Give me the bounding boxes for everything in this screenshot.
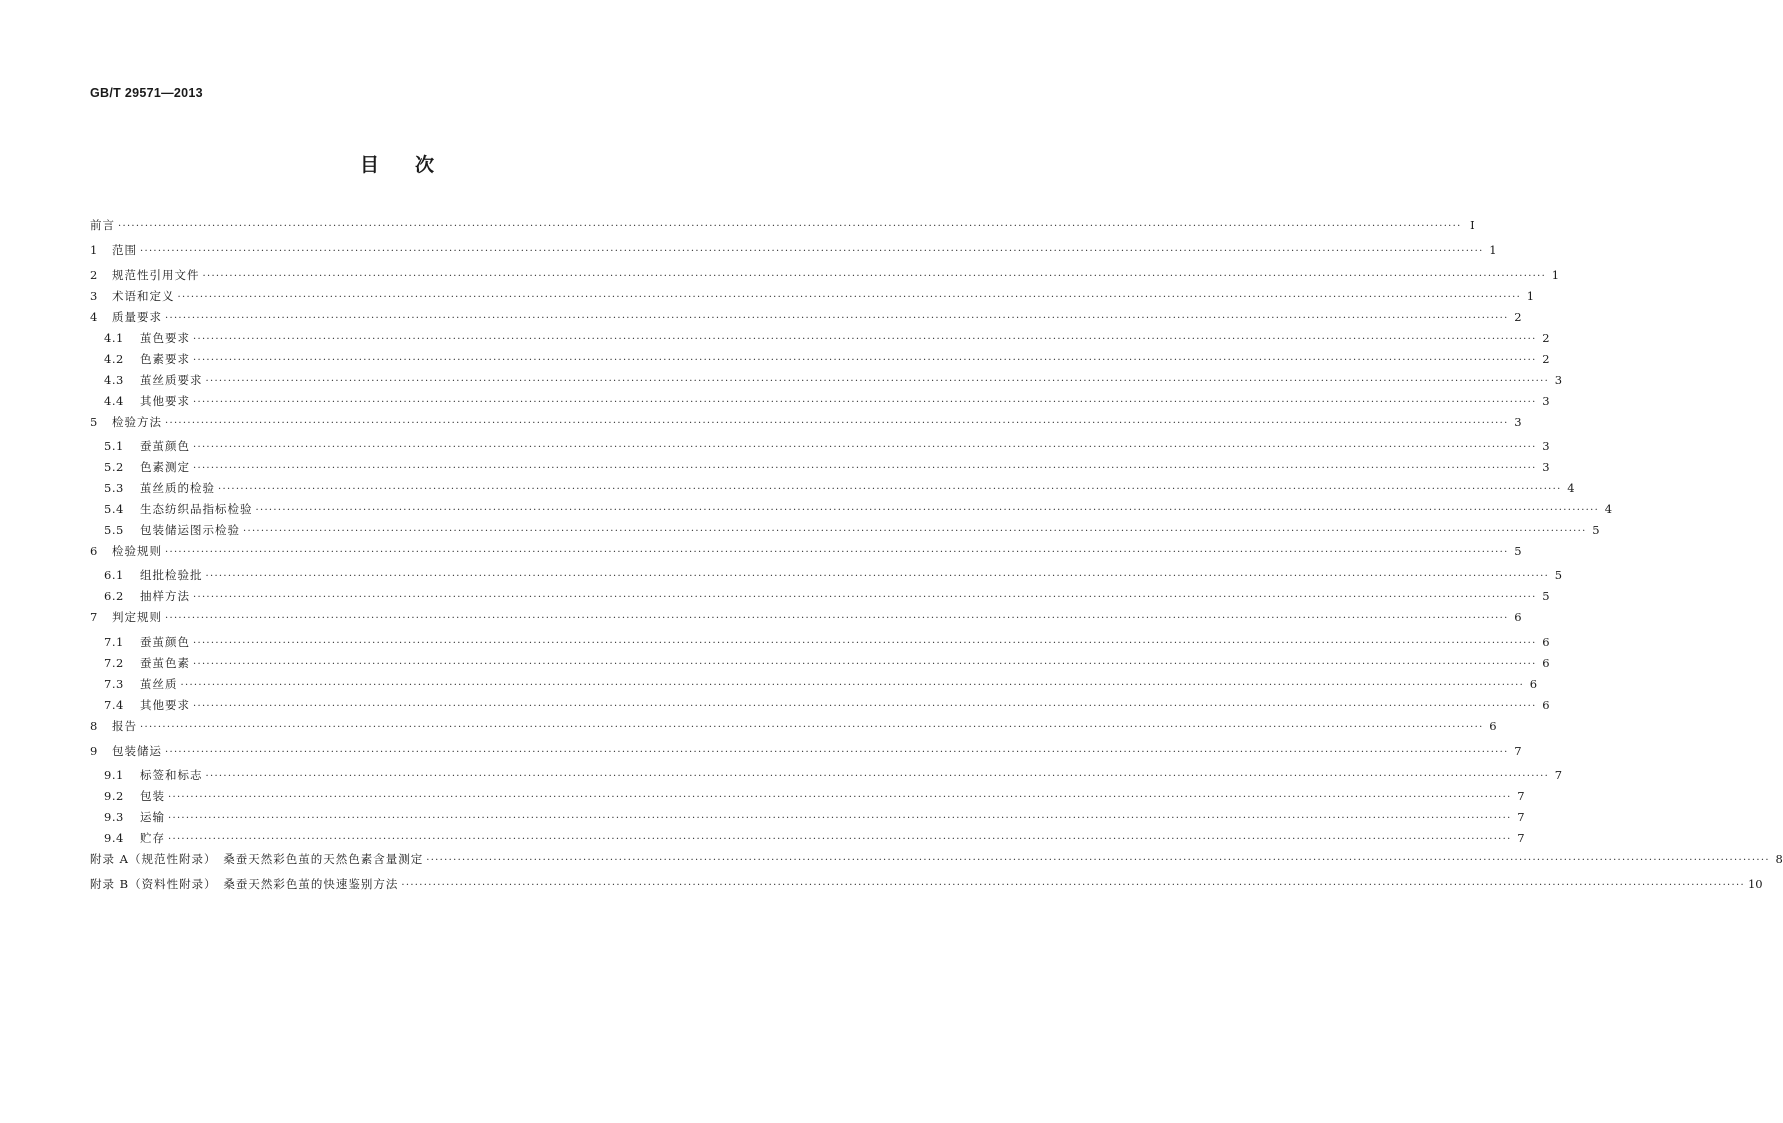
toc-entry-label: 其他要求	[140, 394, 190, 408]
toc-entry[interactable]	[90, 588, 1550, 604]
toc-entry-number: 6	[90, 544, 98, 558]
toc-entry-label: 蚕茧色素	[140, 656, 190, 670]
toc-entry-number: 9.2	[104, 789, 124, 803]
toc-entry-number: 1	[90, 243, 98, 257]
toc-leader-dots: ············································································································································································································································································································	[165, 613, 1509, 624]
toc-leader-dots: ············································································································································································································································································································	[165, 547, 1509, 558]
toc-leader-dots: ············································································································································································································································································································	[168, 792, 1512, 803]
toc-entry-page: 8	[1775, 852, 1783, 866]
toc-entry[interactable]	[90, 330, 1550, 346]
toc-entry-page: 1	[1551, 268, 1560, 282]
toc-leader-dots: ············································································································································································································································································································	[193, 355, 1537, 366]
toc-leader-dots: ············································································································································································································································································································	[193, 334, 1537, 345]
toc-entry-label: 检验规则	[112, 544, 162, 558]
toc-leader-dots: ············································································································································································································································································································	[168, 834, 1512, 845]
toc-entry-number: 7.2	[104, 656, 124, 670]
toc-entry-page: 3	[1554, 373, 1563, 387]
toc-entry[interactable]	[90, 676, 1538, 692]
toc-entry[interactable]	[90, 830, 1525, 846]
toc-entry-number: 4	[90, 310, 98, 324]
toc-leader-dots: ············································································································································································································································································································	[202, 271, 1547, 282]
toc-entry-number: 7	[90, 610, 98, 624]
toc-entry-page: 4	[1567, 481, 1575, 495]
toc-entry-number: 4.2	[104, 352, 124, 366]
toc-entry-label: 蚕茧颜色	[140, 439, 190, 453]
toc-entry-label: 生态纺织品指标检验	[140, 502, 253, 516]
toc-entry[interactable]	[90, 267, 1560, 283]
toc-entry-label: 蚕茧颜色	[140, 635, 190, 649]
toc-leader-dots: ············································································································································································································································································································	[205, 376, 1550, 387]
toc-leader-dots: ············································································································································································································································································································	[193, 442, 1537, 453]
toc-entry-page: 3	[1542, 460, 1550, 474]
toc-entry-page: 6	[1529, 677, 1538, 691]
toc-entry-page: 7	[1517, 831, 1525, 845]
toc-entry-number: 7.3	[104, 677, 124, 691]
toc-entry-page: 1	[1526, 289, 1535, 303]
toc-leader-dots: ············································································································································································································································································································	[177, 292, 1522, 303]
toc-entry-number: 4.4	[104, 394, 124, 408]
toc-entry-number: 4.3	[104, 373, 124, 387]
toc-entry-number: 7.4	[104, 698, 124, 712]
toc-entry-number: 8	[90, 719, 98, 733]
toc-entry-label: 判定规则	[112, 610, 162, 624]
toc-entry[interactable]	[90, 242, 1497, 258]
toc-entry-number: 5.3	[104, 481, 124, 495]
toc-entry-number: 9.4	[104, 831, 124, 845]
toc-entry[interactable]	[90, 438, 1550, 454]
toc-entry-label: 规范性引用文件	[112, 268, 200, 282]
toc-entry-page: 6	[1542, 635, 1550, 649]
toc-entry-number: 6.1	[104, 568, 124, 582]
toc-leader-dots: ············································································································································································································································································································	[193, 463, 1537, 474]
toc-entry-page: 6	[1514, 610, 1522, 624]
toc-entry-number: 9.1	[104, 768, 124, 782]
toc-entry[interactable]	[90, 655, 1550, 671]
toc-leader-dots: ············································································································································································································································································································	[140, 722, 1484, 733]
toc-entry-page: 3	[1514, 415, 1522, 429]
toc-entry-label: 包装	[140, 789, 165, 803]
toc-entry[interactable]	[90, 609, 1522, 625]
toc-entry-label: 运输	[140, 810, 165, 824]
toc-leader-dots: ············································································································································································································································································································	[140, 246, 1484, 257]
toc-entry[interactable]	[90, 851, 1783, 867]
toc-entry[interactable]	[90, 393, 1550, 409]
toc-entry-number: 2	[90, 268, 98, 282]
toc-entry-page: 4	[1604, 502, 1613, 516]
toc-entry-number: 5.2	[104, 460, 124, 474]
toc-entry-label: 标签和标志	[140, 768, 203, 782]
toc-leader-dots: ············································································································································································································································································································	[165, 747, 1509, 758]
toc-entry-page: 5	[1542, 589, 1550, 603]
toc-entry[interactable]	[90, 309, 1522, 325]
toc-leader-dots: ············································································································································································································································································································	[193, 659, 1537, 670]
toc-entry-label: 包装储运图示检验	[140, 523, 240, 537]
toc-entry[interactable]	[90, 501, 1613, 517]
toc-entry-page: 6	[1489, 719, 1497, 733]
toc-leader-dots: ············································································································································································································································································································	[243, 526, 1587, 537]
toc-entry[interactable]	[90, 351, 1550, 367]
toc-entry[interactable]	[90, 288, 1535, 304]
toc-leader-dots: ············································································································································································································································································································	[180, 680, 1525, 691]
toc-entry-page: 7	[1514, 744, 1522, 758]
toc-entry[interactable]	[90, 718, 1497, 734]
toc-leader-dots: ············································································································································································································································································································	[426, 855, 1770, 866]
toc-entry[interactable]	[90, 767, 1563, 783]
toc-entry-page: 5	[1554, 568, 1563, 582]
toc-leader-dots: ············································································································································································································································································································	[401, 880, 1745, 891]
toc-entry-page: 5	[1592, 523, 1600, 537]
toc-leader-dots: ············································································································································································································································································································	[118, 221, 1462, 232]
toc-entry-page: 2	[1542, 331, 1550, 345]
toc-entry[interactable]	[90, 809, 1525, 825]
toc-entry-label: 附录 B（资料性附录） 桑蚕天然彩色茧的快速鉴别方法	[90, 877, 399, 891]
toc-leader-dots: ············································································································································································································································································································	[193, 638, 1537, 649]
toc-entry[interactable]	[90, 372, 1563, 388]
toc-entry-number: 5.1	[104, 439, 124, 453]
toc-entry-page: 3	[1542, 394, 1550, 408]
toc-entry-number: 4.1	[104, 331, 124, 345]
toc-entry-label: 色素要求	[140, 352, 190, 366]
toc-entry-label: 包装储运	[112, 744, 162, 758]
toc-entry-label: 报告	[112, 719, 137, 733]
toc-entry[interactable]	[90, 480, 1575, 496]
toc-entry[interactable]	[90, 522, 1600, 538]
toc-entry-page: 7	[1554, 768, 1563, 782]
toc-leader-dots: ············································································································································································································································································································	[165, 418, 1509, 429]
toc-leader-dots: ············································································································································································································································································································	[255, 505, 1600, 516]
toc-entry-page: 6	[1542, 656, 1550, 670]
toc-entry-page: 7	[1517, 789, 1525, 803]
toc-entry-number: 5.5	[104, 523, 124, 537]
toc-entry[interactable]	[90, 743, 1522, 759]
toc-entry[interactable]	[90, 697, 1550, 713]
toc-entry-label: 贮存	[140, 831, 165, 845]
toc-entry[interactable]	[90, 567, 1563, 583]
toc-leader-dots: ············································································································································································································································································································	[193, 592, 1537, 603]
toc-entry-label: 茧丝质的检验	[140, 481, 215, 495]
toc-entry-label: 范围	[112, 243, 137, 257]
toc-entry[interactable]	[90, 788, 1525, 804]
toc-entry[interactable]	[90, 217, 1475, 233]
toc-entry-number: 6.2	[104, 589, 124, 603]
toc-entry-label: 质量要求	[112, 310, 162, 324]
toc-title-char-2: 次	[415, 154, 435, 176]
toc-entry-page: 5	[1514, 544, 1522, 558]
toc-title	[0, 150, 794, 177]
toc-entry-number: 5	[90, 415, 98, 429]
toc-entry-number: 5.4	[104, 502, 124, 516]
toc-entry-label: 茧丝质	[140, 677, 178, 691]
toc-entry[interactable]	[90, 543, 1522, 559]
toc-entry-label: 色素测定	[140, 460, 190, 474]
toc-entry-page: 1	[1489, 243, 1497, 257]
toc-entry-page: 2	[1514, 310, 1522, 324]
toc-entry-label: 抽样方法	[140, 589, 190, 603]
toc-entry-number: 3	[90, 289, 98, 303]
toc-entry-label: 其他要求	[140, 698, 190, 712]
toc-entry-label: 茧丝质要求	[140, 373, 203, 387]
toc-entry-label: 术语和定义	[112, 289, 175, 303]
toc-entry-label: 前言	[90, 218, 115, 232]
toc-entry[interactable]	[90, 876, 1763, 892]
toc-entry-label: 附录 A（规范性附录） 桑蚕天然彩色茧的天然色素含量测定	[90, 852, 424, 866]
toc-leader-dots: ············································································································································································································································································································	[218, 484, 1562, 495]
toc-entry-number: 9.3	[104, 810, 124, 824]
toc-leader-dots: ············································································································································································································································································································	[165, 313, 1509, 324]
toc-entry-page: 10	[1747, 877, 1763, 891]
toc-leader-dots: ············································································································································································································································································································	[168, 813, 1512, 824]
toc-leader-dots: ············································································································································································································································································································	[193, 701, 1537, 712]
toc-entry-number: 7.1	[104, 635, 124, 649]
toc-title-char-1: 目	[359, 154, 379, 176]
toc-entry[interactable]	[90, 414, 1522, 430]
toc-leader-dots: ············································································································································································································································································································	[205, 771, 1550, 782]
toc-entry[interactable]	[90, 634, 1550, 650]
toc-entry-number: 9	[90, 744, 98, 758]
toc-entry[interactable]	[90, 459, 1550, 475]
toc-entry-page: 2	[1542, 352, 1550, 366]
toc-entry-page: Ⅰ	[1470, 218, 1475, 232]
toc-entry-label: 组批检验批	[140, 568, 203, 582]
toc-entry-page: 6	[1542, 698, 1550, 712]
toc-leader-dots: ············································································································································································································································································································	[193, 397, 1537, 408]
toc-entry-page: 3	[1542, 439, 1550, 453]
toc-entry-page: 7	[1517, 810, 1525, 824]
toc-leader-dots: ············································································································································································································································································································	[205, 571, 1550, 582]
standard-code: GB/T 29571—2013	[90, 86, 203, 100]
toc-entry-label: 检验方法	[112, 415, 162, 429]
toc-entry-label: 茧色要求	[140, 331, 190, 345]
